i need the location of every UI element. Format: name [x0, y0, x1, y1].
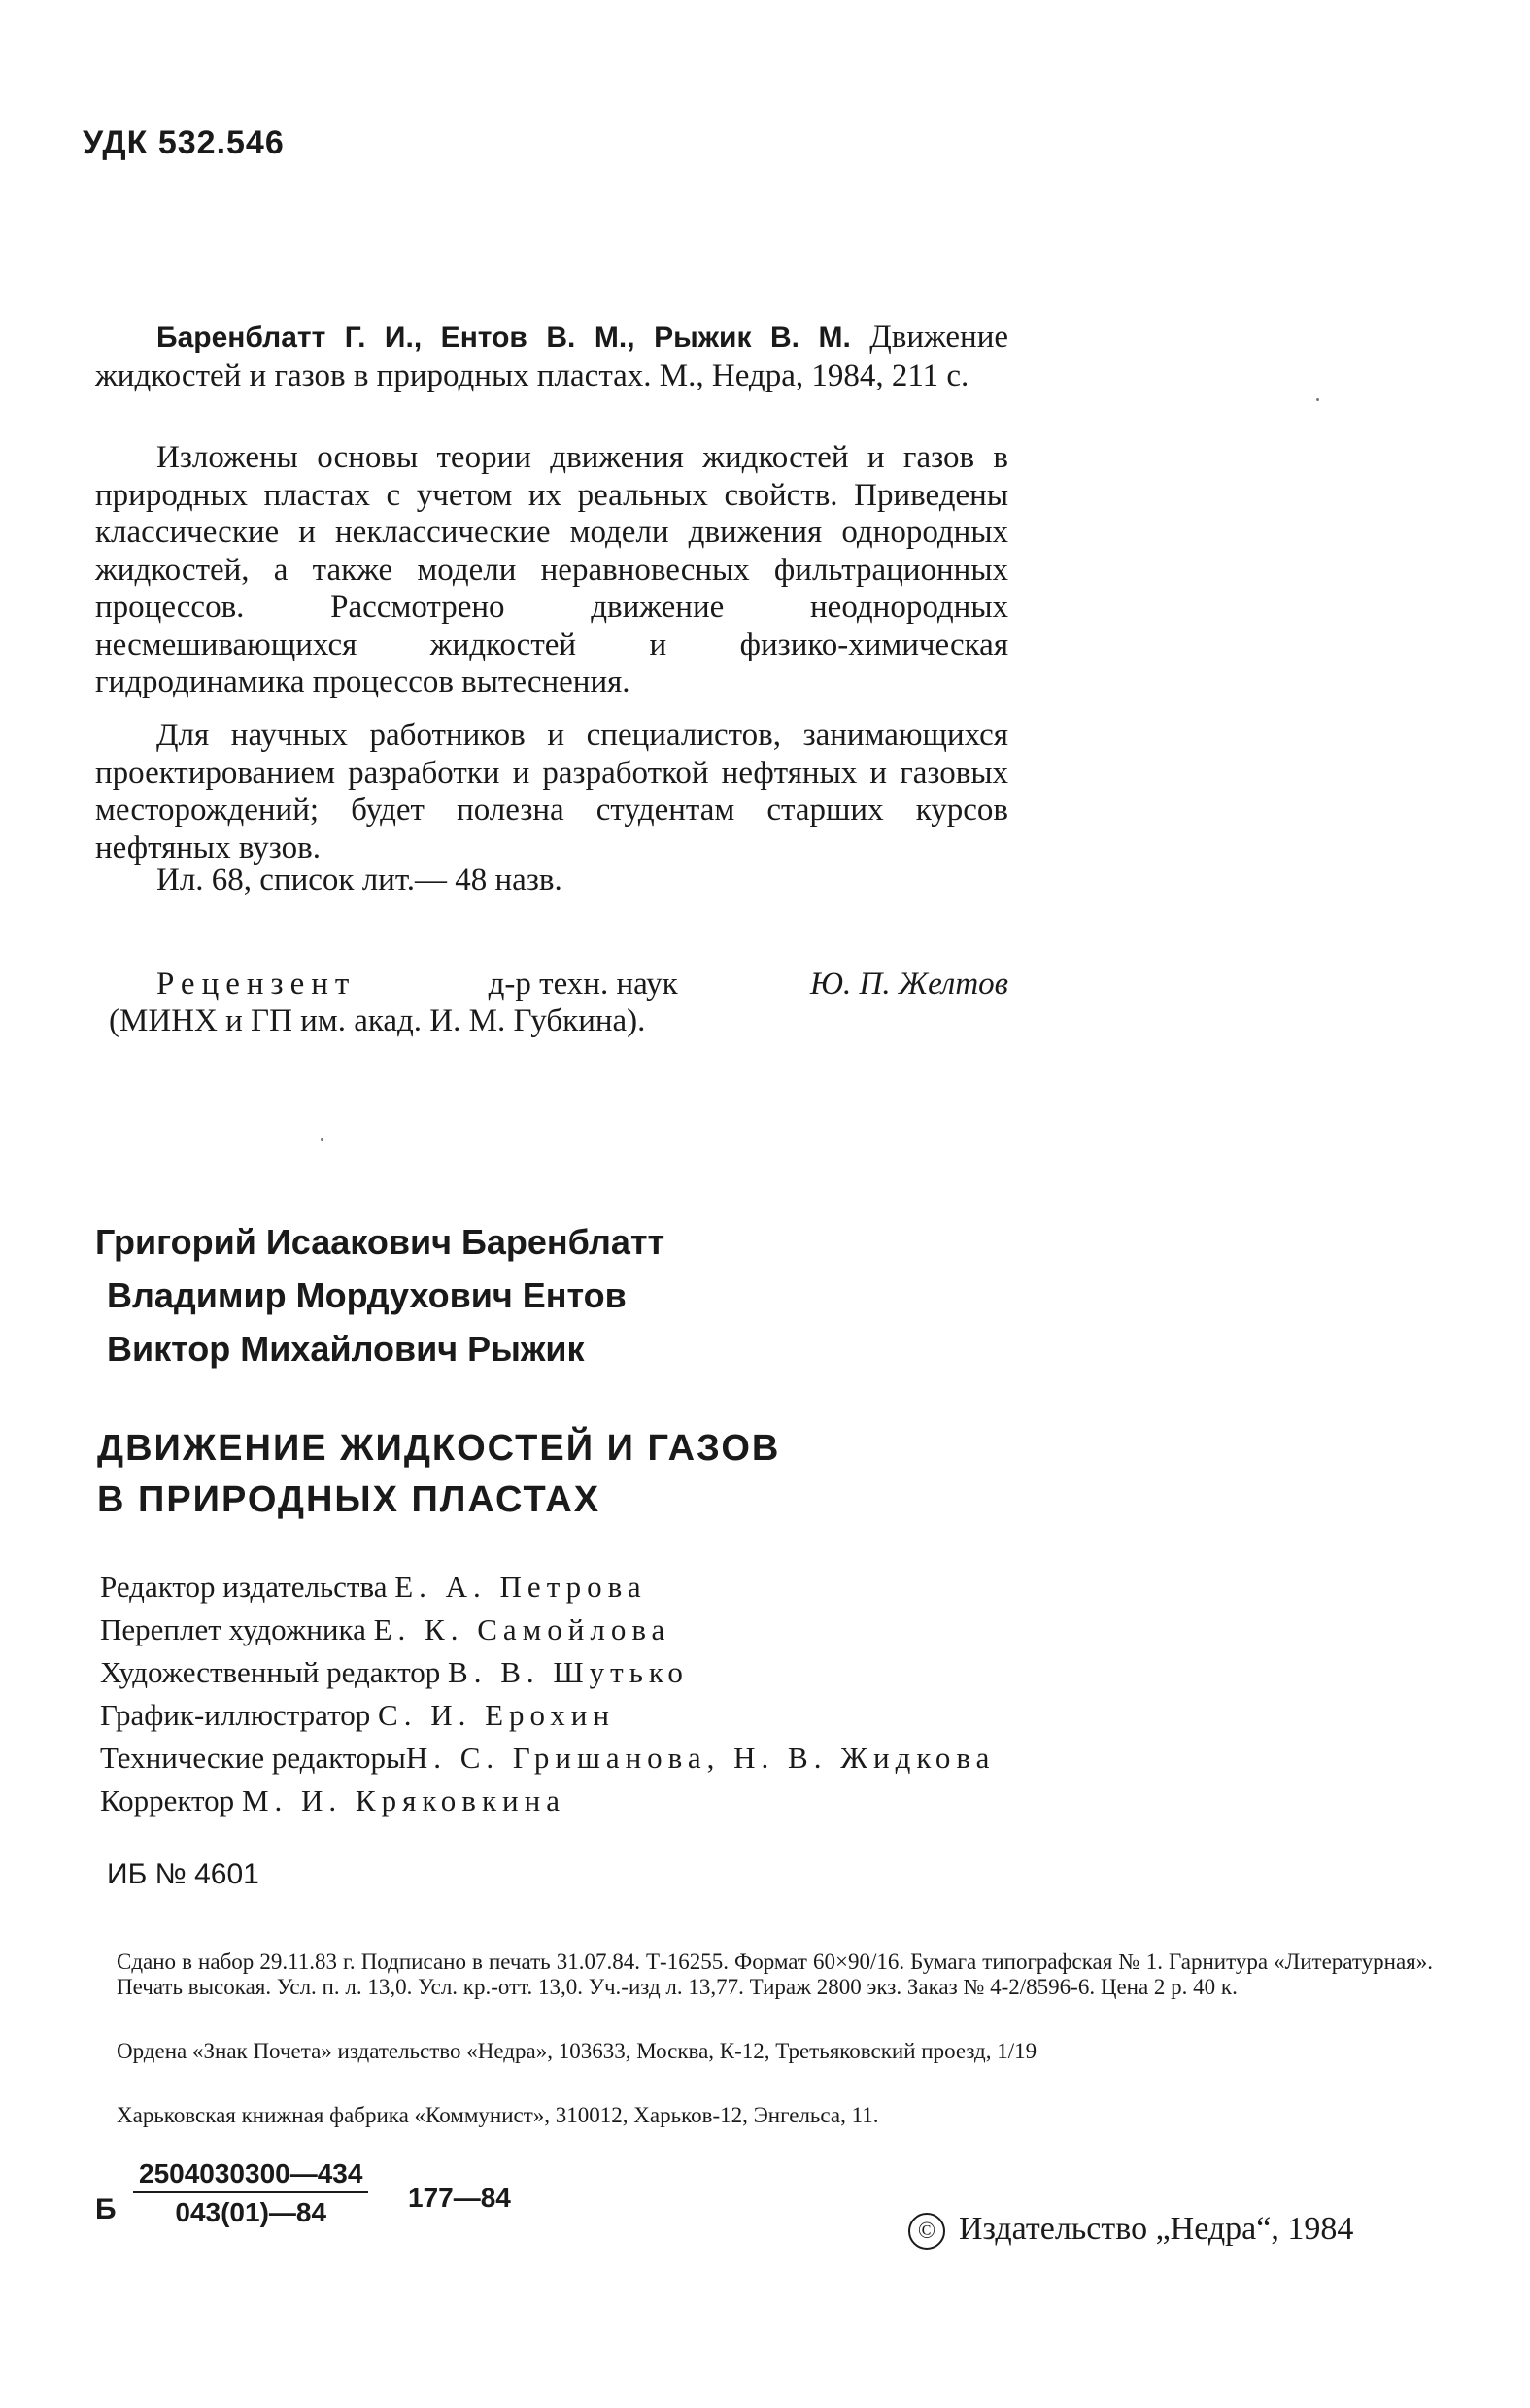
author-full-name: Григорий Исаакович Баренблатт	[95, 1222, 665, 1262]
staff-row	[100, 1609, 995, 1651]
bibliographic-entry	[95, 319, 1008, 394]
staff-role: Переплет художника	[100, 1612, 366, 1646]
print-speck	[321, 1138, 323, 1141]
ib-number: ИБ № 4601	[107, 1858, 259, 1890]
staff-role: График-иллюстратор	[100, 1698, 371, 1732]
udk-code: УДК 532.546	[83, 124, 285, 161]
reviewer-label: Рецензент	[156, 967, 357, 1001]
bib-authors: Баренблатт Г. И., Ентов В. М., Рыжик В. М.	[156, 322, 851, 354]
staff-person: Н. С. Гришанова, Н. В. Жидкова	[405, 1741, 996, 1775]
staff-list	[100, 1566, 995, 1822]
staff-row	[100, 1780, 995, 1822]
staff-row	[100, 1651, 995, 1694]
staff-role: Корректор	[100, 1783, 235, 1817]
staff-row	[100, 1566, 995, 1609]
publisher-address: Ордена «Знак Почета» издательство «Недра», 103633, Москва, К-12, Третьяковский проезд, 1/19	[117, 2039, 1037, 2063]
staff-person: С. И. Ерохин	[378, 1698, 615, 1732]
staff-person: Е. А. Петрова	[394, 1570, 647, 1604]
reviewer-name: Ю. П. Желтов	[809, 967, 1008, 1001]
classification-prefix: Б	[95, 2193, 117, 2225]
print-speck	[1316, 398, 1319, 401]
copyright-icon: ©	[908, 2213, 945, 2250]
abstract-paragraph-2: Для научных работников и специалистов, занимающихся проектированием разработки и разработкой нефтяных и газовых месторождений; будет полезна студентам старших курсов нефтяных вузов.	[95, 718, 1008, 865]
book-title-line: В ПРИРОДНЫХ ПЛАСТАХ	[97, 1479, 601, 1520]
staff-person: В. В. Шутько	[448, 1655, 689, 1689]
staff-role: Редактор издательства	[100, 1570, 388, 1604]
staff-row	[100, 1737, 995, 1780]
author-full-name: Виктор Михайлович Рыжик	[107, 1329, 585, 1369]
staff-role: Художественный редактор	[100, 1655, 441, 1689]
classification-number: 177—84	[408, 2183, 511, 2213]
classification-fraction	[133, 2158, 368, 2228]
copyright-line	[908, 2211, 1353, 2250]
classification-numerator: 2504030300—434	[133, 2158, 368, 2193]
reviewer-line	[156, 967, 1008, 1002]
bib-title-imprint: Движение жидкостей и газов в природных пластах. М., Недра, 1984, 211 с.	[95, 320, 1008, 393]
printer-address: Харьковская книжная фабрика «Коммунист», 310012, Харьков-12, Энгельса, 11.	[117, 2103, 879, 2127]
staff-row	[100, 1694, 995, 1737]
staff-role: Технические редакторы	[100, 1741, 406, 1775]
print-details: Сдано в набор 29.11.83 г. Подписано в печать 31.07.84. Т-16255. Формат 60×90/16. Бумага типографская № 1. Гарнитура «Литературная». Печать высокая. Усл. п. л. 13,0. Усл. кр.-отт. 13,0. Уч.-изд л. 13,77. Тираж 2800 экз. Заказ № 4-2/8596-6. Цена 2 р. 40 к.	[117, 1950, 1433, 1999]
reviewer-affiliation: (МИНХ и ГП им. акад. И. М. Губкина).	[109, 1003, 646, 1038]
staff-person: Е. К. Самойлова	[373, 1612, 671, 1646]
copyright-text: Издательство „Недра“, 1984	[959, 2211, 1354, 2247]
abstract-paragraph-1: Изложены основы теории движения жидкостей и газов в природных пластах с учетом их реальных свойств. Приведены классические и неклассические модели движения однородных жидкостей, а также модели неравновесных фильтрационных процессов. Рассмотрено движение неоднородных несмешивающихся жидкостей и физико-химическая гидродинамика процессов вытеснения.	[95, 440, 1008, 699]
illustrations-count: Ил. 68, список лит.— 48 назв.	[156, 863, 562, 898]
book-title-line: ДВИЖЕНИЕ ЖИДКОСТЕЙ И ГАЗОВ	[97, 1428, 781, 1469]
reviewer-degree: д-р техн. наук	[488, 967, 678, 1001]
classification-denominator: 043(01)—84	[175, 2197, 327, 2227]
author-full-name: Владимир Мордухович Ентов	[107, 1275, 627, 1315]
staff-person: М. И. Кряковкина	[241, 1783, 565, 1817]
